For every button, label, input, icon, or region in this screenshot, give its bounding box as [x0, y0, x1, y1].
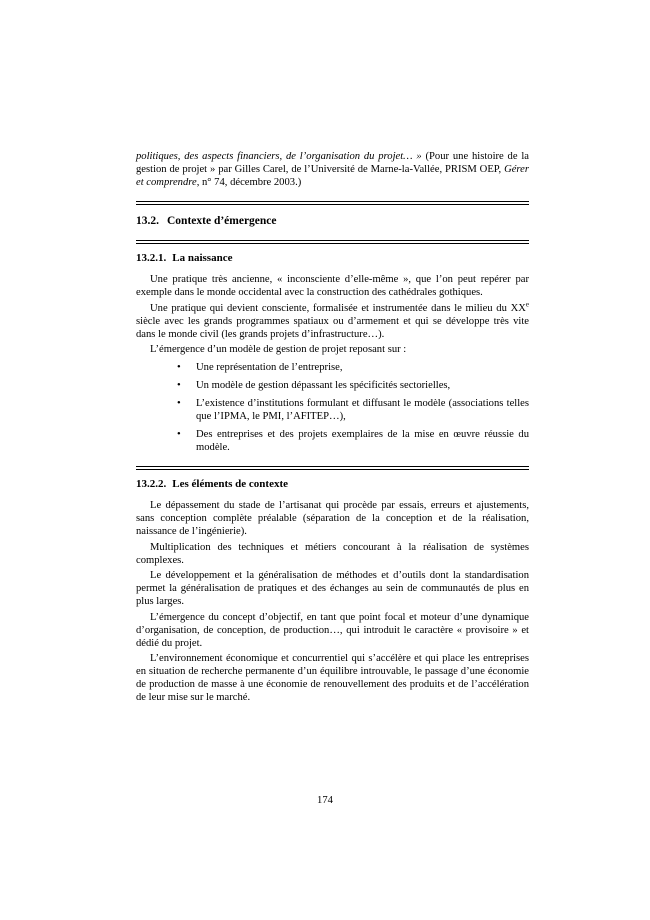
paragraph-text: Une pratique qui devient consciente, formalisée et instrumentée dans le milieu du XX: [150, 302, 526, 314]
bullet-icon: •: [177, 398, 181, 409]
bullet-text: L’existence d’institutions formulant et diffusant le modèle (associations telles que l’IPMA, le PMI, l’AFITEP…),: [196, 398, 529, 422]
paragraph: L’émergence d’un modèle de gestion de projet reposant sur :: [150, 344, 407, 355]
subsection-number: 13.2.2.: [136, 478, 167, 490]
list-item: [136, 379, 529, 392]
paragraph: [136, 299, 529, 341]
journal-title: Gérer et comprendre: [136, 164, 529, 188]
paragraph: Le développement et la généralisation de méthodes et d’outils dont la standardisation permet la généralisation de pratiques et des échanges au sein de communautés de plus en plus larges.: [136, 570, 529, 607]
bullet-text: Des entreprises et des projets exemplaires de la mise en œuvre réussie du modèle.: [196, 429, 529, 453]
section-heading-13-2: [136, 215, 529, 227]
list-item: [136, 361, 529, 374]
section-number: 13.2.: [136, 215, 159, 227]
bullet-text: Un modèle de gestion dépassant les spécificités sectorielles,: [196, 380, 451, 391]
paragraph-text: siècle avec les grands programmes spatiaux ou d’armement et qui se développe très vite dans le monde civil (les grands projets d’infrastructure…).: [136, 315, 529, 340]
subsection-title: La naissance: [172, 252, 233, 264]
page-content: [136, 150, 529, 707]
intro-paragraph: [136, 150, 529, 189]
paragraph: Multiplication des techniques et métiers concourant à la réalisation de systèmes complexes.: [136, 541, 529, 566]
subsection-title: Les éléments de contexte: [172, 478, 289, 490]
subsection-divider-rule: [136, 240, 529, 244]
intro-italic-citation: politiques, des aspects financiers, de l’organisation du projet… »: [136, 151, 422, 162]
list-item: [136, 428, 529, 454]
bullet-text: Une représentation de l’entreprise,: [196, 362, 343, 373]
intro-reference-end: , n° 74, décembre 2003.): [196, 177, 302, 188]
section-divider-rule: [136, 201, 529, 205]
section-title: Contexte d’émergence: [167, 215, 277, 227]
intro-reference-text: (Pour une histoire de la gestion de projet » par Gilles Carel, de l’Université de Marne-la-Vallée, PRISM OEP,: [136, 151, 530, 175]
paragraph: L’environnement économique et concurrentiel qui s’accélère et qui place les entreprises en situation de recherche permanente d’un équilibre introuvable, le passage d’une économie de production de masse à une économie de renouvellement des produits et de l’accélération de leur mise sur le marché.: [136, 653, 529, 703]
page-number: 174: [317, 795, 333, 806]
paragraph: L’émergence du concept d’objectif, en tant que point focal et moteur d’une dynamique d’organisation, de conception, de production…, qui introduit le caractère « provisoire » et dédié du projet.: [136, 611, 529, 649]
bullet-icon: •: [177, 380, 181, 391]
bullet-icon: •: [177, 362, 181, 373]
subsection-heading-13-2-2: [136, 478, 529, 490]
superscript-e: e: [525, 299, 529, 308]
subsection-number: 13.2.1.: [136, 252, 167, 264]
paragraph: Une pratique très ancienne, « inconsciente d’elle-même », que l’on peut repérer par exemple dans le monde occidental avec la construction des cathédrales gothiques.: [136, 274, 529, 298]
bullet-icon: •: [177, 429, 181, 440]
bullet-list: [136, 361, 529, 454]
paragraph: Le dépassement du stade de l’artisanat qui procède par essais, erreurs et ajustements, sans conception complète préalable (séparation de la conception et de la réalisation, naissance de l’ingénierie).: [136, 500, 529, 537]
subsection-heading-13-2-1: [136, 252, 529, 264]
subsection-divider-rule: [136, 466, 529, 470]
list-item: [136, 397, 529, 423]
